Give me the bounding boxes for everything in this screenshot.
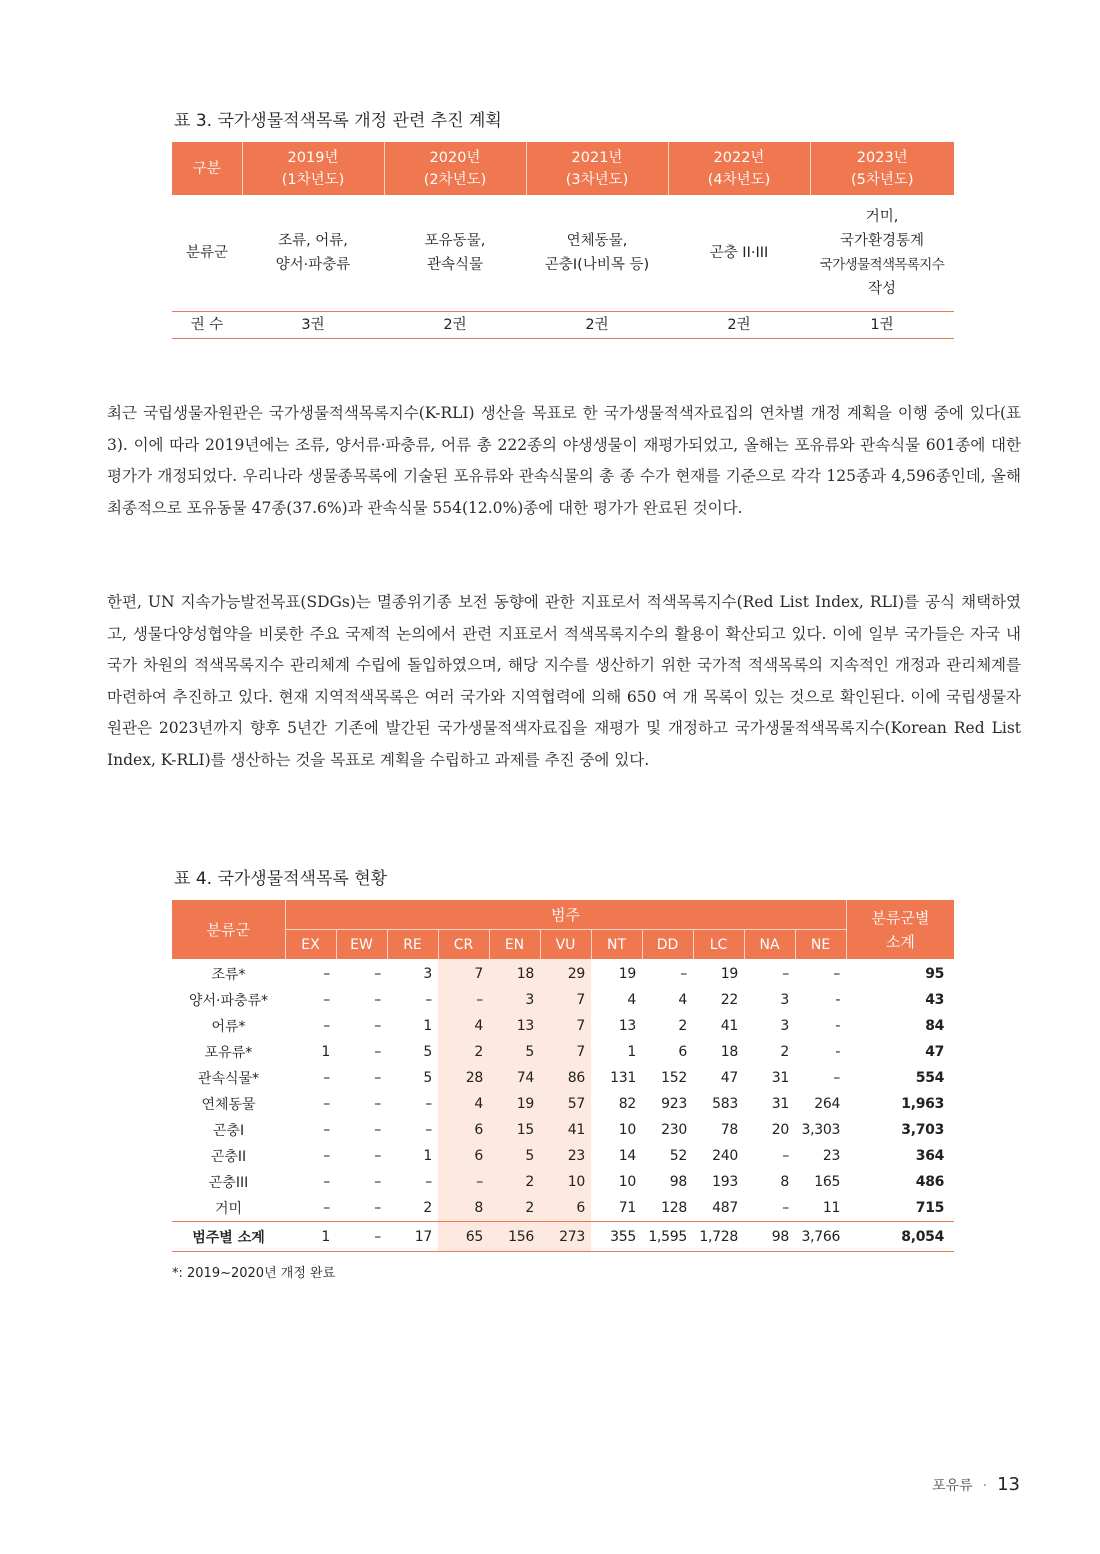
table-cell: 7	[540, 987, 591, 1013]
table-cell: –	[323, 992, 330, 1008]
row-label: 범주별 소계	[172, 1222, 285, 1252]
table-cell: 14	[618, 1148, 636, 1164]
row-total: 554	[915, 1070, 945, 1086]
table-row	[172, 1117, 954, 1143]
table-cell: –	[438, 1169, 489, 1195]
table-cell: 1,728	[693, 1222, 744, 1252]
table-cell: 4	[438, 1013, 489, 1039]
row-total: 364	[915, 1148, 945, 1164]
phase-label: (1차년도)	[281, 171, 345, 188]
table-cell: 15	[489, 1117, 540, 1143]
table-cell: 52	[669, 1148, 687, 1164]
table-cell: –	[425, 1174, 432, 1190]
table-cell: 78	[720, 1122, 738, 1138]
cell-line: 곤충 II·III	[709, 245, 769, 261]
row-label: 곤충I	[212, 1123, 245, 1139]
table-cell: 4	[678, 992, 687, 1008]
phase-label: (3차년도)	[565, 171, 629, 188]
table-cell: 74	[489, 1065, 540, 1091]
table-cell: 2	[678, 1018, 687, 1034]
category-header: EX	[285, 930, 336, 960]
table-cell: –	[374, 1122, 381, 1138]
body-paragraph: 한편, UN 지속가능발전목표(SDGs)는 멸종위기종 보전 동향에 관한 지표로서 적색목록지수(Red List Index, RLI)를 공식 채택하였고, 생물다양성협약을 비롯한 주요 국제적 논의에서 관련 지표로서 적색목록지수의 활용이 확산되고 있다. 이에 일부 국가들은 자국 내 국가 차원의 적색목록지수 관리체계 수립에 돌입하였으며, 해당 지수를 생산하기 위한 국가적 적색목록의 지속적인 개정과 관리체계를 마련하여 추진하고 있다. 현재 지역적색목록은 여러 국가와 지역협력에 의해 650 여 개 목록이 있는 것으로 확인된다. 이에 국립생물자원관은 2023년까지 향후 5년간 기존에 발간된 국가생물적색자료집을 재평가 및 개정하고 국가생물적색목록지수(Korean Red List Index, K-RLI)를 생산하는 것을 목표로 계획을 수립하고 과제를 추진 중에 있다.	[107, 593, 1021, 769]
table-cell: 3,303	[801, 1122, 841, 1138]
category-header: EW	[336, 930, 387, 960]
table-cell	[810, 195, 954, 312]
table-cell: 1	[321, 1044, 330, 1060]
table-cell: 71	[618, 1200, 636, 1216]
category-header: NT	[591, 930, 642, 960]
table-cell: 487	[712, 1200, 738, 1216]
table-cell: 240	[712, 1148, 738, 1164]
table-cell: –	[323, 1096, 330, 1112]
table-cell	[242, 195, 384, 312]
row-total: 43	[925, 992, 945, 1008]
cell-line: 곤충I(나비목 등)	[544, 257, 650, 273]
table-cell: 3,766	[795, 1222, 846, 1252]
table-cell: 5	[423, 1070, 432, 1086]
table4-category-row	[172, 930, 954, 960]
table-cell: 13	[618, 1018, 636, 1034]
table-cell: 2	[489, 1169, 540, 1195]
table-cell: –	[782, 966, 789, 982]
table3-count-row	[172, 312, 954, 339]
table4-footnote: *: 2019~2020년 개정 완료	[172, 1266, 336, 1281]
table-cell: 2권	[384, 312, 526, 339]
table-cell: 31	[771, 1070, 789, 1086]
table-cell	[668, 195, 810, 312]
cell-line: 국가환경통계	[839, 233, 925, 249]
table3-caption: 표 3. 국가생물적색목록 개정 관련 추진 계획	[174, 111, 502, 131]
table-cell: –	[374, 992, 381, 1008]
header-line: 소계	[885, 932, 915, 951]
table3-header-row	[172, 142, 954, 195]
table-cell: 98	[744, 1222, 795, 1252]
table-cell: 98	[669, 1174, 687, 1190]
table-cell: 355	[591, 1222, 642, 1252]
table-cell: 6	[540, 1195, 591, 1222]
table-row	[172, 1013, 954, 1039]
table4-body	[172, 959, 954, 1252]
table3-header-year	[526, 142, 668, 195]
table-cell: –	[323, 966, 330, 982]
table-cell: –	[374, 1018, 381, 1034]
table-cell: 11	[822, 1200, 841, 1216]
table-cell: 65	[438, 1222, 489, 1252]
table-cell: 230	[661, 1122, 687, 1138]
row-label: 관속식물*	[197, 1071, 260, 1087]
table-cell: 19	[618, 966, 636, 982]
table-row	[172, 1143, 954, 1169]
table-cell: 19	[489, 1091, 540, 1117]
row-total: 95	[925, 966, 945, 982]
table-cell: 3	[780, 992, 789, 1008]
year-label: 2020년	[429, 149, 481, 166]
table-cell: –	[323, 1018, 330, 1034]
table-row	[172, 1195, 954, 1222]
table-cell: 156	[489, 1222, 540, 1252]
row-total: 47	[925, 1044, 945, 1060]
table4-caption: 표 4. 국가생물적색목록 현황	[174, 869, 388, 889]
body-paragraph: 최근 국립생물자원관은 국가생물적색목록지수(K-RLI) 생산을 목표로 한 국가생물적색자료집의 연차별 개정 계획을 이행 중에 있다(표 3). 이에 따라 2019년에는 조류, 양서류·파충류, 어류 총 222종의 야생생물이 재평가되었고, 올해는 포유류와 관속식물 601종에 대한 평가가 개정되었다. 우리나라 생물종목록에 기술된 포유류와 관속식물의 총 종 수가 현재를 기준으로 각각 125종과 4,596종인데, 올해 최종적으로 포유동물 47종(37.6%)과 관속식물 554(12.0%)종에 대한 평가가 완료된 것이다.	[107, 404, 1021, 517]
table-cell: –	[374, 1174, 381, 1190]
table-cell: 8	[780, 1174, 789, 1190]
year-label: 2019년	[287, 149, 339, 166]
table3-group-row	[172, 195, 954, 312]
table-cell: 6	[438, 1117, 489, 1143]
table-cell: 23	[822, 1148, 841, 1164]
header-line: 분류군별	[871, 908, 930, 927]
footer-separator: ·	[982, 1478, 988, 1494]
table4-status	[172, 900, 954, 1252]
cell-line: 연체동물,	[566, 233, 628, 249]
row-total: 486	[915, 1174, 945, 1190]
table-cell: 5	[489, 1143, 540, 1169]
table-cell: 5	[423, 1044, 432, 1060]
table-cell: 8	[438, 1195, 489, 1222]
table-cell: 2	[438, 1039, 489, 1065]
row-total: 1,963	[901, 1096, 945, 1112]
row-label: 양서·파충류*	[188, 993, 269, 1009]
table-cell: 13	[489, 1013, 540, 1039]
year-label: 2021년	[571, 149, 623, 166]
table3-header-year	[242, 142, 384, 195]
table-cell: –	[782, 1200, 789, 1216]
category-header: DD	[642, 930, 693, 960]
table-cell: 923	[661, 1096, 687, 1112]
row-label: 포유류*	[204, 1045, 253, 1061]
category-header: LC	[693, 930, 744, 960]
table-cell: 10	[618, 1174, 636, 1190]
table-cell: 18	[720, 1044, 738, 1060]
table-cell: –	[425, 992, 432, 1008]
table-cell: 7	[438, 959, 489, 987]
table-cell: 23	[540, 1143, 591, 1169]
cell-line: 양서·파충류	[275, 257, 351, 273]
table-cell: –	[680, 966, 687, 982]
phase-label: (2차년도)	[423, 171, 487, 188]
table-cell: 57	[540, 1091, 591, 1117]
table-cell: –	[438, 987, 489, 1013]
cell-line: 국가생물적색목록지수	[819, 257, 945, 273]
table-cell: –	[323, 1070, 330, 1086]
table3-header-year	[810, 142, 954, 195]
cell-line: 거미,	[865, 209, 899, 225]
table-cell: 2권	[526, 312, 668, 339]
category-header: RE	[387, 930, 438, 960]
table-cell: 19	[720, 966, 738, 982]
table-row	[172, 987, 954, 1013]
table-cell: 2	[780, 1044, 789, 1060]
table-cell: 41	[720, 1018, 738, 1034]
table-cell: 7	[540, 1039, 591, 1065]
table-cell: 5	[489, 1039, 540, 1065]
row-label: 권 수	[172, 312, 242, 339]
table-cell: 1	[423, 1018, 432, 1034]
table-cell: -	[835, 992, 841, 1008]
table-cell	[384, 195, 526, 312]
table-cell: 3	[489, 987, 540, 1013]
table-cell: 18	[489, 959, 540, 987]
year-label: 2023년	[856, 149, 908, 166]
table-cell: -	[835, 1044, 841, 1060]
table-cell: 7	[540, 1013, 591, 1039]
table-cell: –	[323, 1148, 330, 1164]
table-cell: 6	[438, 1143, 489, 1169]
row-label: 거미	[214, 1201, 243, 1217]
table-cell: 29	[540, 959, 591, 987]
table-row	[172, 1091, 954, 1117]
table-row	[172, 959, 954, 987]
table-cell: 20	[771, 1122, 789, 1138]
row-label: 곤충III	[208, 1175, 249, 1191]
table-cell: 3권	[242, 312, 384, 339]
table3-plan	[172, 142, 954, 339]
section-name: 포유류	[932, 1478, 973, 1494]
table-cell: –	[833, 1070, 841, 1086]
table-cell: 6	[678, 1044, 687, 1060]
table-cell: 4	[438, 1091, 489, 1117]
category-header: EN	[489, 930, 540, 960]
row-label: 조류*	[211, 967, 246, 983]
table-cell: 10	[540, 1169, 591, 1195]
table-cell: –	[336, 1222, 387, 1252]
table-cell: –	[782, 1148, 789, 1164]
row-total: 84	[925, 1018, 945, 1034]
table-cell: 2권	[668, 312, 810, 339]
table3-header-first: 구분	[172, 142, 242, 195]
table-cell: 28	[438, 1065, 489, 1091]
table-cell: –	[374, 1044, 381, 1060]
cell-line: 포유동물,	[424, 233, 486, 249]
year-label: 2022년	[713, 149, 765, 166]
row-total: 3,703	[901, 1122, 945, 1138]
category-header: CR	[438, 930, 489, 960]
table-cell: 22	[720, 992, 738, 1008]
table-cell: 82	[618, 1096, 636, 1112]
phase-label: (5차년도)	[850, 171, 914, 188]
table-cell: –	[374, 1200, 381, 1216]
table-cell: 583	[712, 1096, 738, 1112]
page-footer	[932, 1474, 1020, 1495]
table-cell: –	[425, 1096, 432, 1112]
table-cell: 1,595	[642, 1222, 693, 1252]
row-label: 분류군	[172, 195, 242, 312]
category-header: NE	[795, 930, 846, 960]
table-cell: 273	[540, 1222, 591, 1252]
table-cell: 41	[540, 1117, 591, 1143]
row-total: 8,054	[846, 1222, 954, 1252]
table-cell: –	[833, 966, 841, 982]
table4-header-subtotal	[846, 900, 954, 959]
table-cell: –	[425, 1122, 432, 1138]
table-cell: 128	[661, 1200, 687, 1216]
row-label: 곤충II	[210, 1149, 247, 1165]
category-header: NA	[744, 930, 795, 960]
row-total: 715	[915, 1200, 945, 1216]
table-cell: 2	[423, 1200, 432, 1216]
table-row	[172, 1065, 954, 1091]
page-number: 13	[997, 1474, 1020, 1495]
row-label: 어류*	[211, 1019, 246, 1035]
table-cell: 1	[627, 1044, 636, 1060]
table-cell: 17	[387, 1222, 438, 1252]
table-cell	[526, 195, 668, 312]
cell-line: 조류, 어류,	[278, 233, 348, 249]
table-cell: 152	[661, 1070, 687, 1086]
table-cell: -	[835, 1018, 841, 1034]
table-cell: –	[323, 1174, 330, 1190]
table-cell: –	[374, 1148, 381, 1164]
table-cell: 3	[423, 966, 432, 982]
table-cell: 2	[489, 1195, 540, 1222]
table3-header-year	[668, 142, 810, 195]
table-cell: 264	[814, 1096, 841, 1112]
table-cell: –	[374, 1096, 381, 1112]
table-cell: 31	[771, 1096, 789, 1112]
table4-header-group: 분류군	[172, 900, 285, 959]
table-row	[172, 1169, 954, 1195]
phase-label: (4차년도)	[707, 171, 771, 188]
table-cell: 3	[780, 1018, 789, 1034]
table-cell: 131	[610, 1070, 636, 1086]
table-cell: 86	[540, 1065, 591, 1091]
table-cell: 4	[627, 992, 636, 1008]
table-cell: 1	[285, 1222, 336, 1252]
table-cell: 165	[814, 1174, 841, 1190]
table-cell: –	[323, 1122, 330, 1138]
table-row	[172, 1039, 954, 1065]
row-label: 연체동물	[201, 1097, 256, 1113]
table-cell: –	[374, 1070, 381, 1086]
table-cell: –	[323, 1200, 330, 1216]
cell-line: 작성	[867, 281, 896, 297]
table-cell: –	[374, 966, 381, 982]
table-cell: 10	[618, 1122, 636, 1138]
table-cell: 1	[423, 1148, 432, 1164]
table-cell: 1권	[810, 312, 954, 339]
table4-sum-row	[172, 1222, 954, 1252]
table4-header-category: 범주	[285, 900, 846, 930]
table-cell: 47	[720, 1070, 738, 1086]
cell-line: 관속식물	[426, 257, 484, 273]
category-header: VU	[540, 930, 591, 960]
table3-header-year	[384, 142, 526, 195]
table-cell: 193	[712, 1174, 738, 1190]
